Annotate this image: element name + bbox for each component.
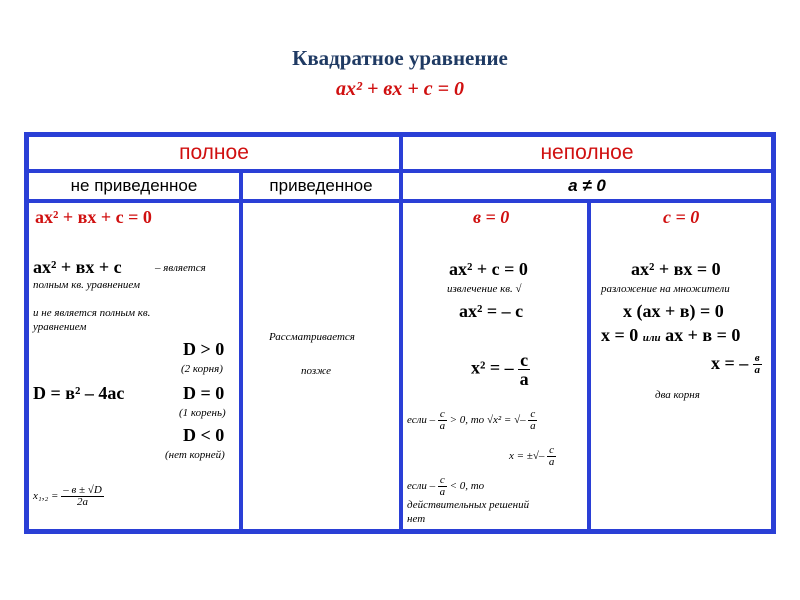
roots-formula bbox=[33, 485, 104, 508]
header-full-label: полное bbox=[179, 141, 249, 164]
col1-note-3: и не является полным кв. bbox=[33, 307, 151, 319]
col1-expression-note: – является bbox=[155, 262, 206, 274]
col3-x2 bbox=[471, 351, 530, 388]
d-negative: D < 0 bbox=[183, 425, 225, 445]
equation-subtitle: ax² + вx + c = 0 bbox=[336, 78, 464, 100]
col-c-zero bbox=[589, 201, 773, 531]
col2-line2: позже bbox=[301, 365, 331, 377]
d-positive-note: (2 корня) bbox=[181, 363, 223, 375]
col1-expression-note-2: полным кв. уравнением bbox=[33, 279, 141, 291]
col4-note: разложение на множители bbox=[601, 283, 730, 295]
col4-equation-2: x (ax + в) = 0 bbox=[623, 301, 724, 321]
col3-x2-fraction bbox=[518, 351, 530, 388]
col2-line1: Рассматривается bbox=[269, 331, 355, 343]
col3-x-eq bbox=[509, 445, 556, 468]
d-positive: D > 0 bbox=[183, 339, 225, 359]
col1-note-4: уравнением bbox=[33, 321, 87, 333]
col3-x-eq-num: c bbox=[549, 444, 555, 456]
header-a-condition-label: а ≠ 0 bbox=[568, 176, 606, 195]
col4-eq3b: или bbox=[642, 332, 661, 344]
col3-x2-den: a bbox=[519, 369, 529, 389]
col3-equation: ax² + c = 0 bbox=[449, 259, 528, 279]
col3-x-eq-text: x = ±√– bbox=[509, 450, 545, 463]
d-zero-note: (1 корень) bbox=[179, 407, 226, 419]
col3-if2-tail: < 0, то bbox=[449, 480, 485, 493]
col3-x-eq-den: a bbox=[548, 456, 555, 468]
col3-if1-den: a bbox=[439, 420, 446, 432]
col3-sqrt-num: c bbox=[530, 408, 536, 420]
col3-if1-text: если – bbox=[407, 414, 436, 427]
col4-x-num: в bbox=[754, 352, 760, 365]
col3-x2-num: c bbox=[520, 350, 529, 370]
col3-if1-tail: > 0, то bbox=[449, 414, 485, 427]
col3-note: извлечение кв. √ bbox=[447, 283, 522, 295]
col3-if1 bbox=[407, 409, 537, 432]
header-incomplete-label: неполное bbox=[540, 141, 634, 164]
discriminant-formula: D = в² – 4ac bbox=[33, 383, 125, 403]
col3-no-solutions: действительных решений bbox=[407, 499, 530, 511]
col4-x-formula bbox=[711, 353, 762, 376]
col1-expression: ax² + вx + c bbox=[33, 257, 122, 277]
col3-x-eq-fraction bbox=[547, 445, 556, 468]
col-reduced bbox=[241, 201, 401, 531]
col3-condition: в = 0 bbox=[473, 207, 510, 227]
col3-sqrt-expr: √x² = √– bbox=[486, 414, 526, 427]
col3-if2-text: если – bbox=[407, 480, 436, 493]
col4-eq3c: ax + в = 0 bbox=[665, 325, 741, 345]
col1-equation: ax² + вx + c = 0 bbox=[35, 207, 152, 227]
col3-sqrt-den: a bbox=[530, 420, 536, 432]
col3-equation-2: ax² = – c bbox=[459, 301, 524, 321]
col3-if2-den: a bbox=[439, 486, 446, 498]
col3-if2-num: c bbox=[439, 474, 445, 486]
header-not-reduced bbox=[27, 171, 241, 201]
roots-numerator: – в ± √D bbox=[63, 484, 102, 496]
col3-if1-num: c bbox=[439, 408, 445, 420]
col-not-reduced bbox=[27, 201, 241, 531]
classification-table bbox=[24, 132, 776, 534]
header-incomplete bbox=[401, 135, 773, 171]
col4-two-roots: два корня bbox=[655, 389, 700, 401]
d-zero: D = 0 bbox=[183, 383, 225, 403]
col4-x-fraction bbox=[753, 353, 762, 376]
header-reduced-label: приведенное bbox=[269, 176, 373, 195]
col4-equation-3 bbox=[601, 325, 740, 346]
col3-if2 bbox=[407, 475, 484, 498]
roots-fraction bbox=[61, 485, 104, 508]
col3-sqrt-fraction bbox=[528, 409, 537, 432]
col3-if1-fraction bbox=[438, 409, 447, 432]
roots-lhs: x₁,₂ = bbox=[33, 490, 59, 503]
header-reduced bbox=[241, 171, 401, 201]
col4-eq3a: x = 0 bbox=[601, 325, 639, 345]
roots-denominator: 2a bbox=[76, 496, 88, 508]
col4-x-den: a bbox=[754, 364, 760, 377]
col4-equation: ax² + вx = 0 bbox=[631, 259, 721, 279]
col4-condition: с = 0 bbox=[663, 207, 700, 227]
col4-x-lhs: x = – bbox=[711, 353, 749, 373]
page-title: Квадратное уравнение bbox=[292, 46, 508, 70]
col3-if2-fraction bbox=[438, 475, 447, 498]
col-b-zero bbox=[401, 201, 589, 531]
header-full bbox=[27, 135, 401, 171]
col3-no-solutions-2: нет bbox=[407, 513, 426, 525]
d-negative-note: (нет корней) bbox=[165, 449, 225, 461]
col3-x2-lhs: x² = – bbox=[471, 357, 514, 378]
header-not-reduced-label: не приведенное bbox=[70, 176, 198, 195]
header-a-condition bbox=[401, 171, 773, 201]
